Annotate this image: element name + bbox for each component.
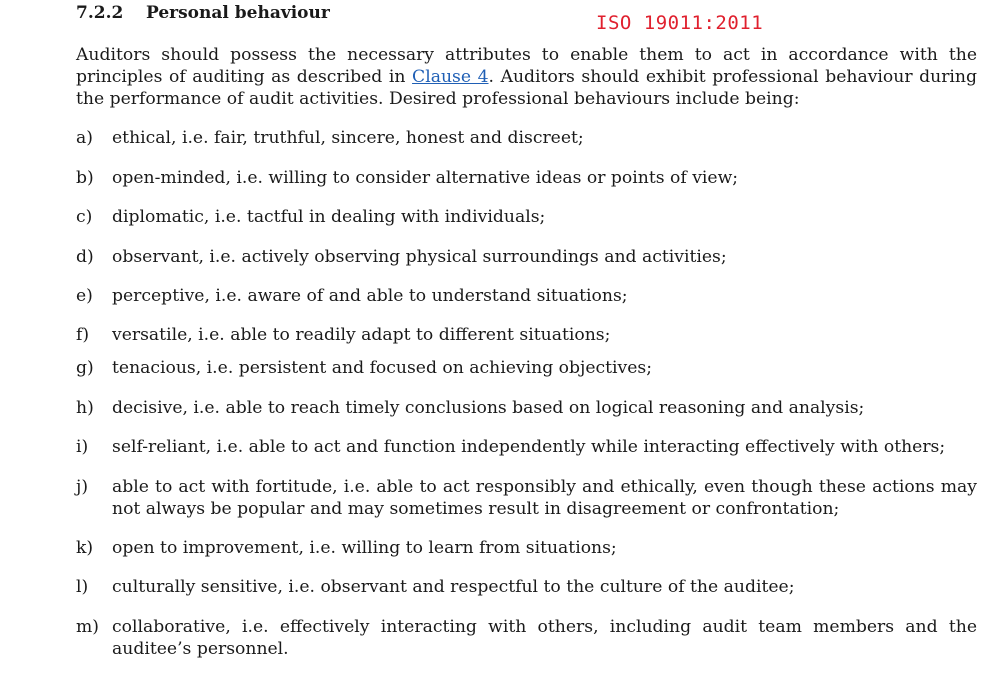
list-item [76,397,977,419]
list-item [76,324,977,346]
list-item-text: tenacious, i.e. persistent and focused on achieving objectives; [112,358,653,378]
list-item-label: j) [76,477,89,497]
list-item [76,476,977,520]
section-number: 7.2.2 [76,3,124,23]
list-item-label: d) [76,247,94,267]
list-item [76,285,977,307]
list-item [76,436,977,458]
list-item-label: k) [76,538,94,558]
list-item-text: observant, i.e. actively observing physical surroundings and activities; [112,247,727,267]
intro-text-before: Auditors should possess the necessary attributes to enable them to act in accordance with the principles of auditing as described in [76,45,977,87]
list-item [76,167,977,189]
list-item-text: able to act with fortitude, i.e. able to act responsibly and ethically, even though these actions may not always be popular and may sometimes result in disagreement or confrontation; [112,477,977,519]
list-item-text: versatile, i.e. able to readily adapt to different situations; [112,325,611,345]
list-item [76,127,977,149]
list-item-label: a) [76,128,93,148]
list-item-label: f) [76,325,90,345]
list-item [76,206,977,228]
list-item-label: c) [76,207,93,227]
list-item-text: collaborative, i.e. effectively interacting with others, including audit team members and the auditee’s personnel. [112,617,977,659]
section-title: Personal behaviour [146,3,330,23]
list-item-text: self-reliant, i.e. able to act and function independently while interacting effectively with others; [112,437,946,457]
list-item-text: diplomatic, i.e. tactful in dealing with individuals; [112,207,546,227]
list-item-label: m) [76,617,100,637]
intro-paragraph [76,44,977,110]
list-item [76,576,977,598]
document-stamp: ISO 19011:2011 [596,12,764,34]
list-item-text: perceptive, i.e. aware of and able to understand situations; [112,286,628,306]
list-item-label: i) [76,437,89,457]
list-item-text: culturally sensitive, i.e. observant and respectful to the culture of the auditee; [112,577,795,597]
list-item [76,246,977,268]
list-item-label: e) [76,286,93,306]
section-heading [76,3,330,23]
list-item [76,616,977,660]
list-item-label: b) [76,168,94,188]
list-item-text: ethical, i.e. fair, truthful, sincere, honest and discreet; [112,128,584,148]
list-item-text: open-minded, i.e. willing to consider alternative ideas or points of view; [112,168,739,188]
list-item-label: l) [76,577,89,597]
list-item-text: decisive, i.e. able to reach timely conclusions based on logical reasoning and analysis; [112,398,865,418]
list-item-label: h) [76,398,94,418]
list-item [76,537,977,559]
clause-4-link[interactable]: Clause 4 [412,67,489,87]
list-item-text: open to improvement, i.e. willing to learn from situations; [112,538,617,558]
intro-text-after: . Auditors should exhibit professional behaviour during the performance of audit activities. Desired professional behaviours include being: [76,67,977,109]
list-item-label: g) [76,358,94,378]
list-item [76,357,977,379]
